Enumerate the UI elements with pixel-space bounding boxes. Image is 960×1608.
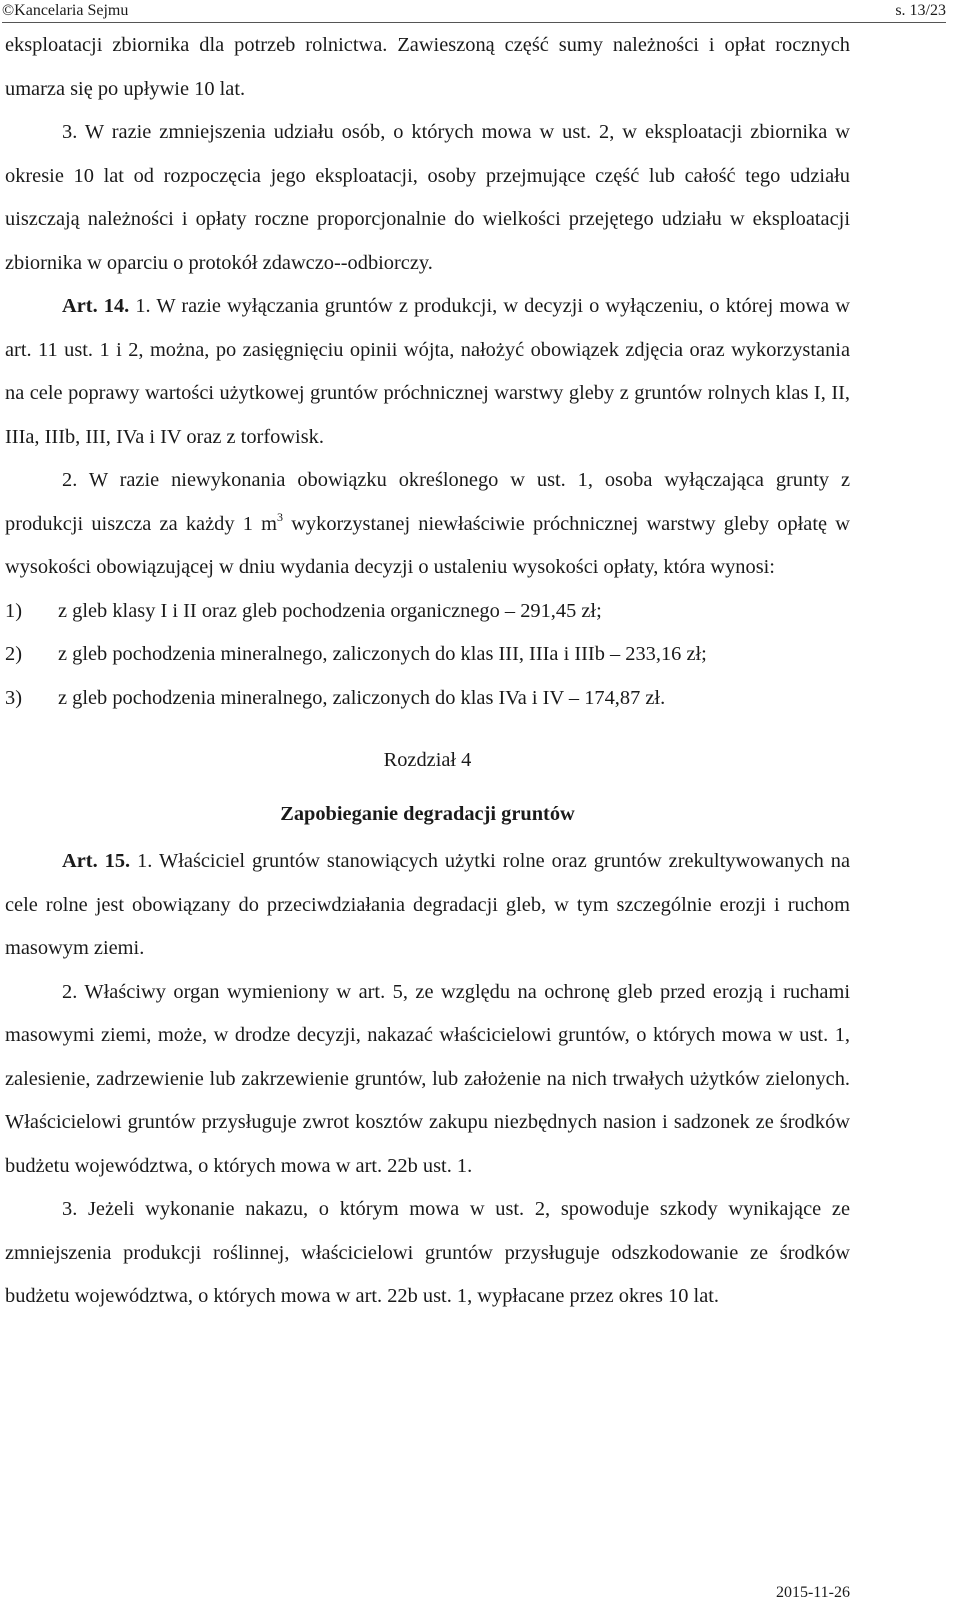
article-14-ust2 <box>5 459 850 590</box>
list-item-text: z gleb klasy I i II oraz gleb pochodzenia organicznego – 291,45 zł; <box>58 599 602 622</box>
paragraph-art13-ust3: 3. W razie zmniejszenia udziału osób, o których mowa w ust. 2, w eksploatacji zbiornika w okresie 10 lat od rozpoczęcia jego eksploatacji, osoby przejmujące część lub całość tego udziału uiszczają należności i opłaty roczne proporcjonalnie do wielkości przejętego udziału w eksploatacji zbiornika w oparciu o protokół zdawczo--odbiorczy. <box>5 121 850 274</box>
article-15-text: 1. Właściciel gruntów stanowiących użytki rolne oraz gruntów zrekultywowanych na cele rolne jest obowiązany do przeciwdziałania degradacji gleb, w tym szczególnie erozji i ruchom masowym ziemi. <box>5 850 850 959</box>
list-item-number: 1) <box>5 599 22 622</box>
article-14-ust2-text-before: 2. W razie niewykonania obowiązku określonego w ust. 1, osoba wyłączająca grunty z produkcji uiszcza za każdy 1 m <box>5 469 850 535</box>
list-item-text: z gleb pochodzenia mineralnego, zaliczonych do klas III, IIIa i IIIb – 233,16 zł; <box>58 643 707 665</box>
list-item <box>5 590 850 634</box>
article-15-ust2: 2. Właściwy organ wymieniony w art. 5, ze względu na ochronę gleb przed erozją i ruchami masowymi ziemi, może, w drodze decyzji, nakazać właścicielowi gruntów, o których mowa w ust. 1, zalesienie, zadrzewienie lub zakrzewienie gruntów, lub założenie na nich trwałych użytków zielonych. Właścicielowi gruntów przysługuje zwrot kosztów zakupu niezbędnych nasion i sadzonek ze środków budżetu województwa, o których mowa w art. 22b ust. 1. <box>5 980 850 1177</box>
superscript-3: 3 <box>277 509 283 524</box>
article-14-text: 1. W razie wyłączania gruntów z produkcji, w decyzji o wyłączeniu, o której mowa w art. 11 ust. 1 i 2, można, po zasięgnięciu opinii wójta, nałożyć obowiązek zdjęcia oraz wykorzystania na cele poprawy wartości użytkowej gruntów próchnicznej warstwy gleby z gruntów rolnych klas I, II, IIIa, IIIb, III, IVa i IV oraz z torfowisk. <box>5 295 850 448</box>
copyright-notice: ©Kancelaria Sejmu <box>2 2 129 19</box>
list-item-number: 2) <box>5 643 22 665</box>
article-14-label: Art. 14. <box>62 295 130 317</box>
paragraph-continuation: eksploatacji zbiornika dla potrzeb rolnictwa. Zawieszoną część sumy należności i opłat rocznych umarza się po upływie 10 lat. <box>5 34 850 100</box>
article-15-ust3: 3. Jeżeli wykonanie nakazu, o którym mowa w ust. 2, spowoduje szkody wynikające ze zmniejszenia produkcji roślinnej, właścicielowi gruntów przysługuje odszkodowanie ze środków budżetu województwa, o których mowa w art. 22b ust. 1, wypłacane przez okres 10 lat. <box>5 1198 850 1307</box>
document-body <box>5 24 850 1319</box>
article-15-ust1 <box>5 840 850 971</box>
chapter-title: Zapobieganie degradacji gruntów <box>280 803 575 825</box>
article-14-ust1 <box>5 285 850 459</box>
header-divider <box>2 22 946 23</box>
list-item-text: z gleb pochodzenia mineralnego, zaliczonych do klas IVa i IV – 174,87 zł. <box>58 686 666 709</box>
page-header <box>2 0 946 22</box>
list-item-number: 3) <box>5 686 22 709</box>
article-15-label: Art. 15. <box>62 850 131 872</box>
fee-list <box>5 590 850 721</box>
article-14-ust2-text-after: wykorzystanej niewłaściwie próchnicznej warstwy gleby opłatę w wysokości obowiązującej w dniu wydania decyzji o ustaleniu wysokości opłaty, która wynosi: <box>5 512 850 578</box>
document-date: 2015-11-26 <box>775 1584 850 1601</box>
page-number: s. 13/23 <box>895 2 946 19</box>
chapter-number: Rozdział 4 <box>383 749 472 771</box>
list-item <box>5 677 850 721</box>
list-item <box>5 633 850 677</box>
